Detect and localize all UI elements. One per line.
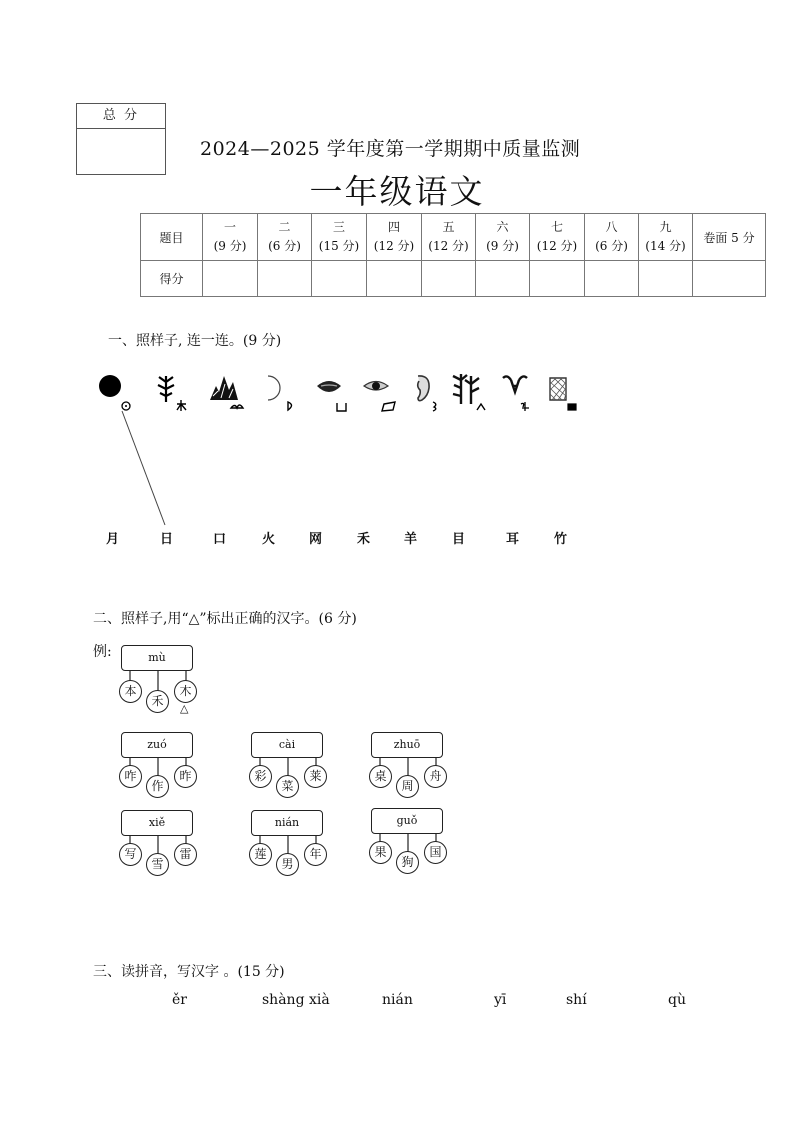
- total-score-label: 总 分: [77, 104, 165, 129]
- char-circle[interactable]: 写: [119, 843, 142, 866]
- pinyin-tree: [248, 732, 330, 798]
- character-option[interactable]: 禾: [357, 532, 371, 547]
- col-name: 七: [550, 220, 563, 234]
- char-circle[interactable]: 菜: [276, 775, 299, 798]
- pinyin-prompt: shí: [566, 992, 587, 1008]
- character-option[interactable]: 竹: [554, 532, 568, 547]
- pinyin-box: nián: [251, 810, 323, 836]
- char-circle[interactable]: 莱: [304, 765, 327, 788]
- exam-title: 2024—2025 学年度第一学期期中质量监测: [200, 138, 581, 160]
- char-circle[interactable]: 果: [369, 841, 392, 864]
- character-option[interactable]: 口: [213, 532, 227, 547]
- char-circle[interactable]: 彩: [249, 765, 272, 788]
- col-name: 六: [496, 220, 509, 234]
- character-option[interactable]: 耳: [506, 532, 520, 547]
- col-points: (9 分): [213, 239, 247, 253]
- char-circle: 禾: [146, 690, 169, 713]
- row-label-score: 得分: [141, 261, 203, 297]
- char-circle: 本: [119, 680, 142, 703]
- section1-heading: 一、照样子, 连一连。(9 分): [108, 333, 282, 349]
- char-circle[interactable]: 咋: [119, 765, 142, 788]
- col-points: (15 分): [318, 239, 360, 253]
- col-name: 五: [442, 220, 455, 234]
- pinyin-prompt: nián: [382, 992, 413, 1008]
- char-circle[interactable]: 雷: [174, 843, 197, 866]
- triangle-mark: △: [180, 702, 189, 715]
- example-label: 例:: [93, 644, 112, 660]
- pinyin-box: xiě: [121, 810, 193, 836]
- section2-heading: 二、照样子,用“△”标出正确的汉字。(6 分): [93, 611, 357, 627]
- col-name: 八: [605, 220, 618, 234]
- char-circle[interactable]: 桌: [369, 765, 392, 788]
- char-circle[interactable]: 作: [146, 775, 169, 798]
- pinyin-tree: [368, 808, 450, 874]
- col-points: (14 分): [645, 239, 686, 253]
- pinyin-box: zhuō: [371, 732, 443, 758]
- col-points: (6 分): [595, 239, 628, 253]
- char-circle[interactable]: 国: [424, 841, 447, 864]
- col-points: (9 分): [486, 239, 519, 253]
- character-option[interactable]: 月: [106, 532, 120, 547]
- col-points: (6 分): [268, 239, 301, 253]
- pinyin-box: cài: [251, 732, 323, 758]
- example-tree: [118, 645, 200, 715]
- col-name: 三: [332, 220, 345, 234]
- character-option[interactable]: 羊: [404, 532, 418, 547]
- pinyin-prompt: ěr: [172, 992, 187, 1008]
- char-circle[interactable]: 雪: [146, 853, 169, 876]
- char-circle[interactable]: 男: [276, 853, 299, 876]
- char-circle: 木: [174, 680, 197, 703]
- pinyin-prompt: qù: [668, 992, 686, 1008]
- col-name: 九: [659, 220, 672, 234]
- char-circle[interactable]: 年: [304, 843, 327, 866]
- char-circle[interactable]: 狗: [396, 851, 419, 874]
- col-name: 一: [223, 220, 236, 234]
- col-points: (12 分): [536, 239, 578, 253]
- pinyin-box: zuó: [121, 732, 193, 758]
- char-circle[interactable]: 舟: [424, 765, 447, 788]
- character-option[interactable]: 日: [160, 532, 174, 547]
- col-name: 四: [387, 220, 400, 234]
- pinyin-tree: [368, 732, 450, 798]
- character-option[interactable]: 目: [452, 532, 466, 547]
- col-points: (12 分): [373, 239, 415, 253]
- character-option[interactable]: 火: [262, 532, 276, 547]
- subject-title: 一年级语文: [309, 172, 485, 211]
- pinyin-box: guǒ: [371, 808, 443, 834]
- character-option[interactable]: 网: [309, 532, 323, 547]
- char-circle[interactable]: 周: [396, 775, 419, 798]
- char-circle[interactable]: 莲: [249, 843, 272, 866]
- pinyin-tree: [118, 732, 200, 798]
- col-neatness: 卷面 5 分: [693, 214, 766, 261]
- section3-heading: 三、读拼音，写汉字 。(15 分): [93, 964, 285, 980]
- pinyin-tree: [118, 810, 200, 876]
- row-label-questions: 题目: [141, 214, 203, 261]
- char-circle[interactable]: 昨: [174, 765, 197, 788]
- pinyin-tree: [248, 810, 330, 876]
- col-name: 二: [278, 220, 291, 234]
- pinyin-prompt: yī: [494, 992, 507, 1008]
- pinyin-prompt: shàng xià: [262, 992, 330, 1008]
- col-points: (12 分): [428, 239, 469, 253]
- pinyin-box: mù: [121, 645, 193, 671]
